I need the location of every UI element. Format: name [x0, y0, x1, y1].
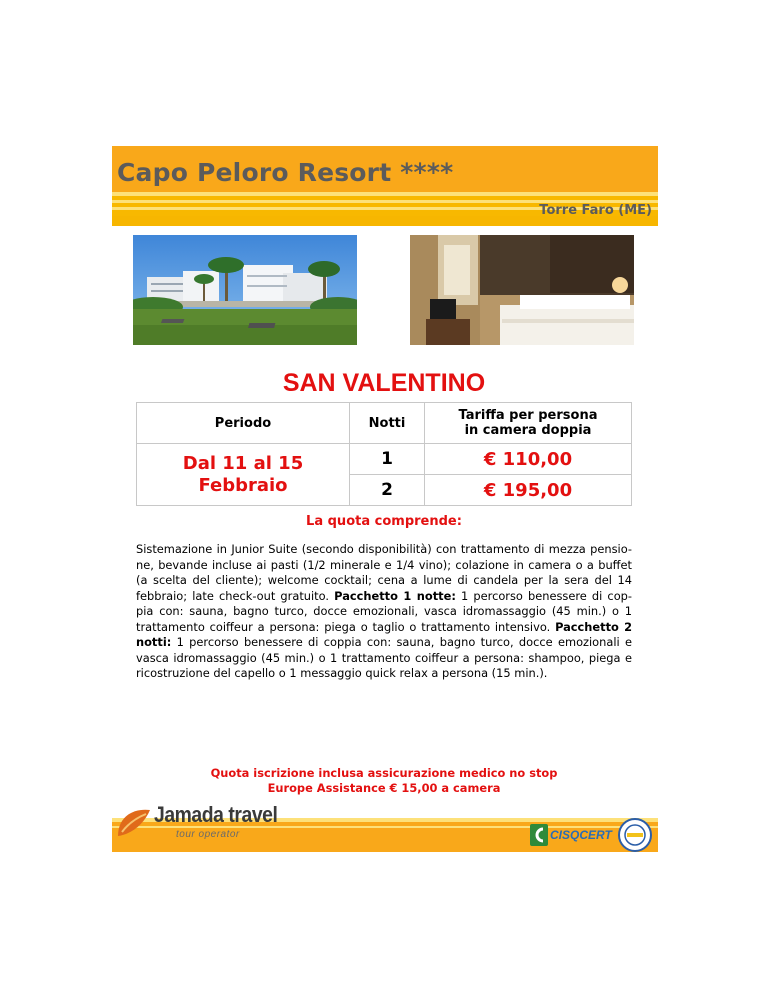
notti-value: 2 — [350, 475, 425, 506]
jamada-logo — [114, 798, 278, 848]
insurance-note-line2: Europe Assistance € 15,00 a camera — [267, 781, 501, 795]
cisqcert-logo — [530, 822, 610, 848]
certification-seal-icon — [618, 818, 652, 852]
header-tariffa-line2: in camera doppia — [464, 423, 592, 438]
cisqcert-label: CISQCERT — [550, 828, 612, 842]
pack1-label: Pacchetto 1 notte: — [334, 588, 456, 603]
resort-location: Torre Faro (ME) — [539, 203, 652, 218]
cisqcert-icon — [530, 824, 548, 846]
resort-exterior-photo — [133, 235, 357, 345]
brand-name: Jamada travel — [154, 802, 278, 827]
quota-description — [136, 542, 632, 682]
brand-subtitle: tour operator — [176, 829, 240, 840]
periodo-line1: Dal 11 al 15 — [182, 452, 304, 474]
header-periodo: Periodo — [137, 403, 350, 444]
quota-text-intro: Sistemazione in Junior Suite (secondo disponibilità) con trattamento di mezza pensio-ne, bevande incluse ai pasti (1/2 minerale e 1/4 vino); colazione in camera o a buffet (a scelta del cliente); welcome cocktail; cena a lume di candela per la sera del 14 febbraio; late check-out gratuito. — [136, 542, 632, 603]
table-row — [137, 444, 632, 475]
table-header-row — [137, 403, 632, 444]
periodo-cell — [137, 444, 350, 506]
notti-value: 1 — [350, 444, 425, 475]
periodo-line2: Febbraio — [198, 474, 288, 496]
prezzo-value: € 110,00 — [425, 444, 632, 475]
offer-title: SAN VALENTINO — [282, 369, 486, 397]
pack1-text: 1 percorso benessere di cop-pia con: sauna, bagno turco, docce emozionali, vasca idromassaggio (45 min.) o 1 trattamento coiffeur a persona: piega o taglio o trattamento intensivo. — [136, 588, 633, 634]
quota-heading: La quota comprende: — [306, 514, 462, 529]
pack2-text: 1 percorso benessere di coppia con: sauna, bagno turco, docce emozionali e vasca idromassaggio (45 min.) o 1 trattamento coiffeur a persona: shampoo, piega e ricostruzione del capello o 1 messaggio quick relax a persona (15 min.). — [136, 635, 632, 680]
prezzo-value: € 195,00 — [425, 475, 632, 506]
header-tariffa — [425, 403, 632, 444]
leaf-logo-icon — [114, 802, 154, 842]
hotel-room-photo — [410, 235, 634, 345]
rates-table — [136, 402, 632, 506]
insurance-note — [0, 766, 768, 796]
resort-title: Capo Peloro Resort **** — [117, 158, 454, 187]
header-notti: Notti — [350, 403, 425, 444]
insurance-note-line1: Quota iscrizione inclusa assicurazione medico no stop — [210, 766, 558, 780]
pack2-label: Pacchetto 2 notti: — [136, 619, 632, 649]
header-tariffa-line1: Tariffa per persona — [458, 408, 598, 423]
